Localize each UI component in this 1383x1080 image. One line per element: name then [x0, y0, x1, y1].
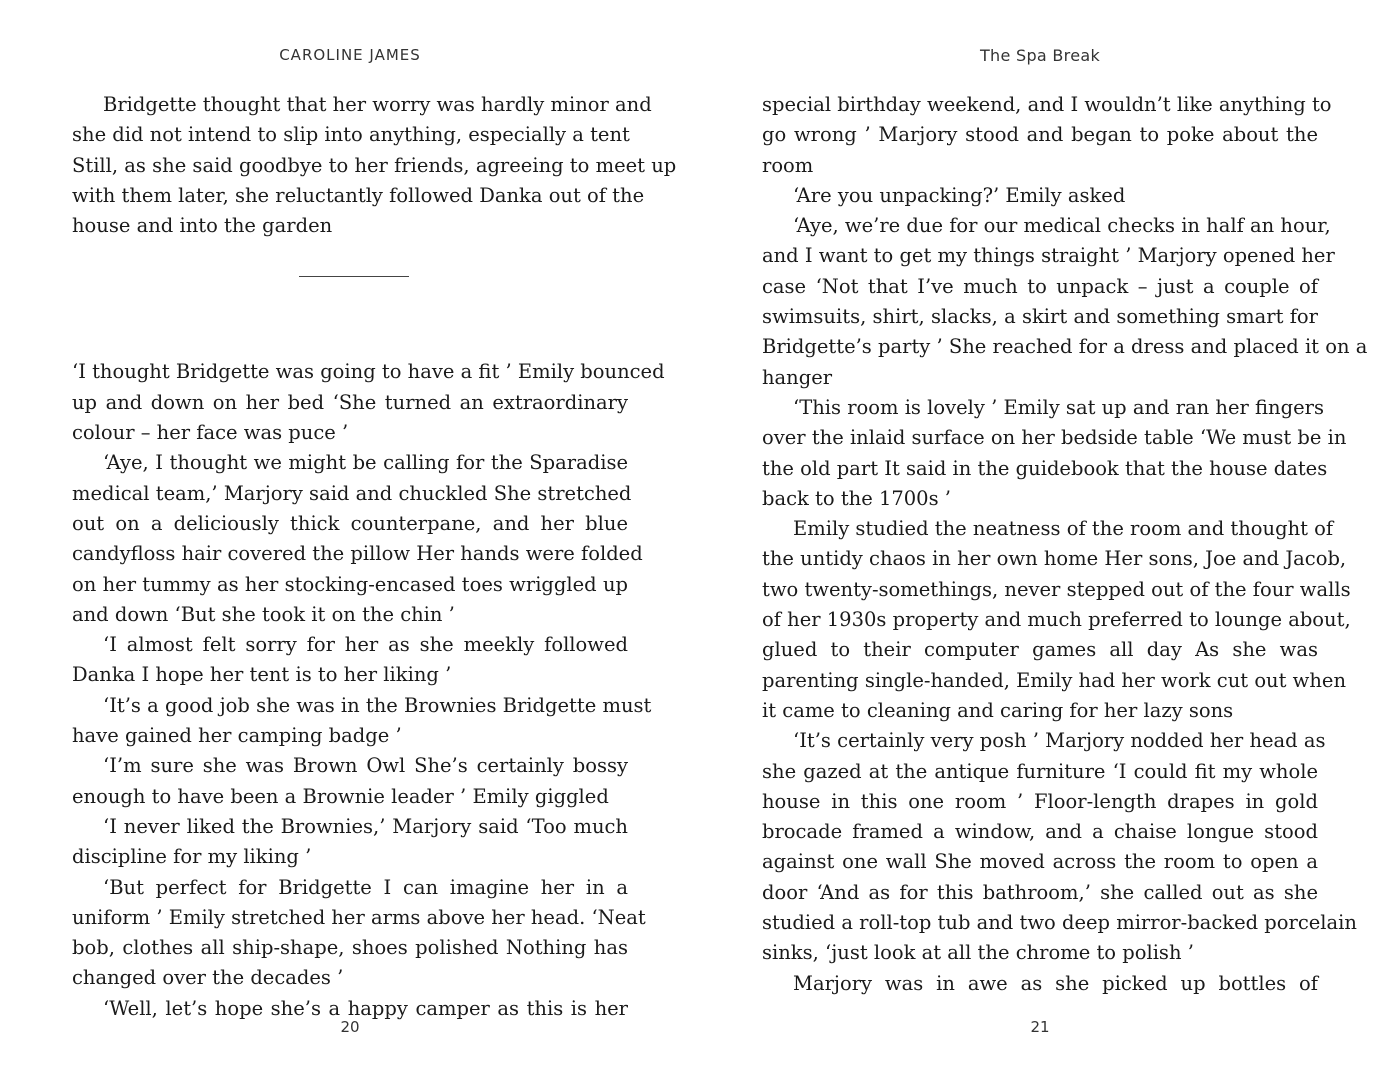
- text-line: ‘I almost felt sorry for her as she meekly followed: [103, 633, 628, 657]
- section-break: [72, 243, 628, 297]
- text-line: house and into the garden: [72, 214, 333, 238]
- text-line: discipline for my liking ’: [72, 845, 312, 869]
- text-line: changed over the decades ’: [72, 966, 344, 990]
- text-line: Marjory was in awe as she picked up bottles of: [793, 971, 1318, 995]
- text-line: ‘But perfect for Bridgette I can imagine her in a: [103, 875, 628, 899]
- text-line: ‘Aye, I thought we might be calling for the Sparadise: [103, 451, 628, 475]
- text-line: door ‘And as for this bathroom,’ she called out as she: [762, 880, 1318, 904]
- text-line: it came to cleaning and caring for her lazy sons: [762, 698, 1234, 722]
- text-line: sinks, ‘just look at all the chrome to polish ’: [762, 941, 1194, 965]
- text-line: candyfloss hair covered the pillow Her hands were folded: [72, 542, 643, 566]
- text-line: Bridgette’s party ’ She reached for a dress and placed it on a: [762, 335, 1368, 359]
- text-line: brocade framed a window, and a chaise longue stood: [762, 820, 1318, 844]
- text-line: go wrong ’ Marjory stood and began to poke about the: [762, 123, 1318, 147]
- text-line: hanger: [762, 365, 833, 389]
- text-line: against one wall She moved across the room to open a: [762, 850, 1318, 874]
- page-number: 20: [340, 1018, 360, 1036]
- text-line: ‘This room is lovely ’ Emily sat up and ran her fingers: [793, 395, 1324, 419]
- text-line: swimsuits, shirt, slacks, a skirt and something smart for: [762, 305, 1318, 329]
- text-line: the untidy chaos in her own home Her sons, Joe and Jacob,: [762, 547, 1347, 571]
- left-page: [72, 0, 677, 1080]
- text-line: she gazed at the antique furniture ‘I could fit my whole: [762, 759, 1318, 783]
- text-line: up and down on her bed ‘She turned an extraordinary: [72, 390, 628, 414]
- text-line: house in this one room ’ Floor-length drapes in gold: [762, 789, 1318, 813]
- text-line: over the inlaid surface on her bedside table ‘We must be in: [762, 426, 1347, 450]
- text-line: ‘I’m sure she was Brown Owl She’s certainly bossy: [103, 754, 628, 778]
- text-line: and I want to get my things straight ’ Marjory opened her: [762, 244, 1335, 268]
- text-line: room: [762, 153, 814, 177]
- text-line: ‘I thought Bridgette was going to have a fit ’ Emily bounced: [72, 360, 665, 384]
- text-line: ‘Well, let’s hope she’s a happy camper as this is her: [103, 996, 628, 1020]
- running-head-title: The Spa Break: [979, 46, 1101, 65]
- text-line: of her 1930s property and much preferred to lounge about,: [762, 608, 1351, 632]
- text-line: ‘Are you unpacking?’ Emily asked: [793, 183, 1126, 207]
- text-line: special birthday weekend, and I wouldn’t like anything to: [762, 93, 1332, 116]
- text-line: studied a roll-top tub and two deep mirror-backed porcelain: [762, 911, 1357, 935]
- text-line: ‘I never liked the Brownies,’ Marjory said ‘Too much: [103, 814, 628, 838]
- text-line: Bridgette thought that her worry was hardly minor and: [103, 93, 652, 116]
- text-line: ‘Aye, we’re due for our medical checks in half an hour,: [793, 214, 1331, 238]
- text-line: ‘It’s a good job she was in the Brownies Bridgette must: [103, 693, 652, 717]
- text-line: have gained her camping badge ’: [72, 724, 402, 748]
- text-line: back to the 1700s ’: [762, 486, 951, 510]
- section-break-rule: [299, 276, 409, 277]
- running-head-author: CAROLINE JAMES: [279, 46, 421, 64]
- text-line: parenting single-handed, Emily had her work cut out when: [762, 668, 1347, 692]
- text-line: colour – her face was puce ’: [72, 421, 349, 445]
- right-page-body: [762, 90, 1368, 999]
- text-line: the old part It said in the guidebook that the house dates: [762, 456, 1328, 480]
- left-page-body: [72, 90, 677, 1024]
- text-line: uniform ’ Emily stretched her arms above her head. ‘Neat: [72, 905, 646, 929]
- text-line: she did not intend to slip into anything, especially a tent: [72, 123, 630, 147]
- text-line: ‘It’s certainly very posh ’ Marjory nodded her head as: [793, 729, 1326, 753]
- text-line: and down ‘But she took it on the chin ’: [72, 602, 455, 626]
- right-page: [762, 0, 1368, 1080]
- text-line: Still, as she said goodbye to her friends, agreeing to meet up: [72, 153, 677, 177]
- text-line: enough to have been a Brownie leader ’ Emily giggled: [72, 784, 609, 808]
- text-line: with them later, she reluctantly followed Danka out of the: [72, 183, 645, 207]
- text-line: case ‘Not that I’ve much to unpack – just a couple of: [762, 274, 1318, 298]
- text-line: bob, clothes all ship-shape, shoes polished Nothing has: [72, 936, 628, 960]
- text-line: on her tummy as her stocking-encased toes wriggled up: [72, 572, 628, 596]
- text-line: out on a deliciously thick counterpane, and her blue: [72, 511, 628, 535]
- text-line: medical team,’ Marjory said and chuckled She stretched: [72, 481, 632, 505]
- page-number: 21: [1030, 1018, 1050, 1036]
- text-line: glued to their computer games all day As she was: [762, 638, 1318, 662]
- text-line: Emily studied the neatness of the room and thought of: [793, 517, 1334, 541]
- text-line: two twenty-somethings, never stepped out of the four walls: [762, 577, 1351, 601]
- text-line: Danka I hope her tent is to her liking ’: [72, 663, 452, 687]
